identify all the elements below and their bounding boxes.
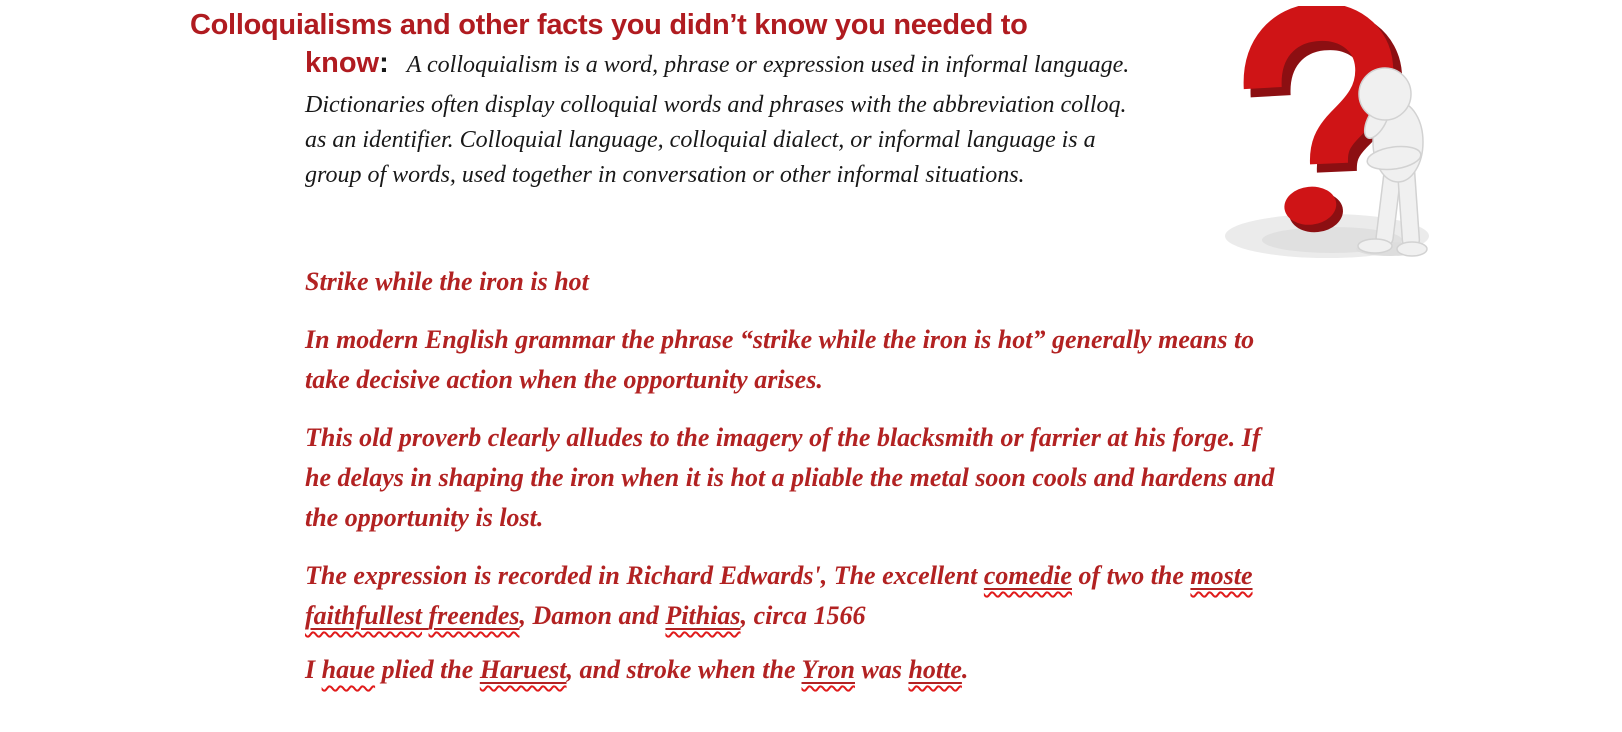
spellcheck-squiggle: hotte [908,655,962,684]
underlined-misspelled-word [305,601,422,630]
intro-line-1: A colloquialism is a word, phrase or expression used in informal language. [406,52,1130,78]
text-segment: take decisive action when the opportunity arises. [305,365,823,394]
paragraph-expression-recorded [305,556,1253,636]
question-mark-thinking-figure-image [1222,6,1437,258]
text-segment: The expression is recorded in Richard Edwards', The excellent [305,561,984,590]
text-line [305,320,1254,360]
intro-line-3: as an identifier. Colloquial language, colloquial dialect, or informal language is a [305,127,1096,153]
paragraph-modern-grammar [305,320,1254,400]
page-title-line1: Colloquialisms and other facts you didn’t know you needed to [190,9,1028,41]
underlined-misspelled-word [802,655,855,684]
page-title-line2 [305,46,1129,85]
text-line [305,498,1274,538]
text-segment: he delays in shaping the iron when it is hot a pliable the metal soon cools and hardens and [305,463,1275,492]
spellcheck-squiggle: moste [1190,561,1253,590]
intro-line-2: Dictionaries often display colloquial words and phrases with the abbreviation colloq. [305,92,1127,118]
paragraph-i-haue-plied [305,650,968,690]
text-line [305,418,1274,458]
spellcheck-squiggle: Pithias [665,601,741,630]
paragraph-old-proverb [305,418,1274,538]
spellcheck-squiggle: freendes [428,601,520,630]
text-segment: , and stroke when the [566,655,802,684]
spellcheck-squiggle: Yron [801,655,855,684]
text-segment: plied the [375,655,480,684]
underlined-misspelled-word [480,655,567,684]
text-segment: the opportunity is lost. [305,503,544,532]
text-line [305,556,1253,596]
spellcheck-squiggle: Haruest [479,655,567,684]
intro-line-4: group of words, used together in conversation or other informal situations. [305,162,1025,188]
text-line [305,650,968,690]
text-segment: , Damon and [519,601,666,630]
spellcheck-squiggle: faithfullest [305,601,423,630]
text-line [305,596,1253,636]
text-segment: This old proverb clearly alludes to the imagery of the blacksmith or farrier at his forge. If [305,423,1261,452]
underlined-misspelled-word [665,601,740,630]
page-title-colon: : [379,47,389,79]
text-segment: of two the [1071,561,1191,590]
heading-strike-while-iron-hot: Strike while the iron is hot [305,267,589,296]
underlined-misspelled-word [984,561,1072,590]
text-line [305,458,1274,498]
misspelled-word: haue [321,655,376,684]
text-line [305,360,1254,400]
underlined-misspelled-word [429,601,520,630]
text-segment: In modern English grammar the phrase “strike while the iron is hot” generally means to [305,325,1255,354]
text-segment: I [305,655,322,684]
underlined-misspelled-word [1190,561,1252,590]
text-segment: , circa 1566 [740,601,866,630]
underlined-misspelled-word [908,655,961,684]
text-segment: . [961,655,969,684]
page-title-know: know [305,47,380,79]
spellcheck-squiggle: comedie [983,561,1072,590]
intro-paragraph [305,88,1127,193]
text-segment: was [854,655,909,684]
